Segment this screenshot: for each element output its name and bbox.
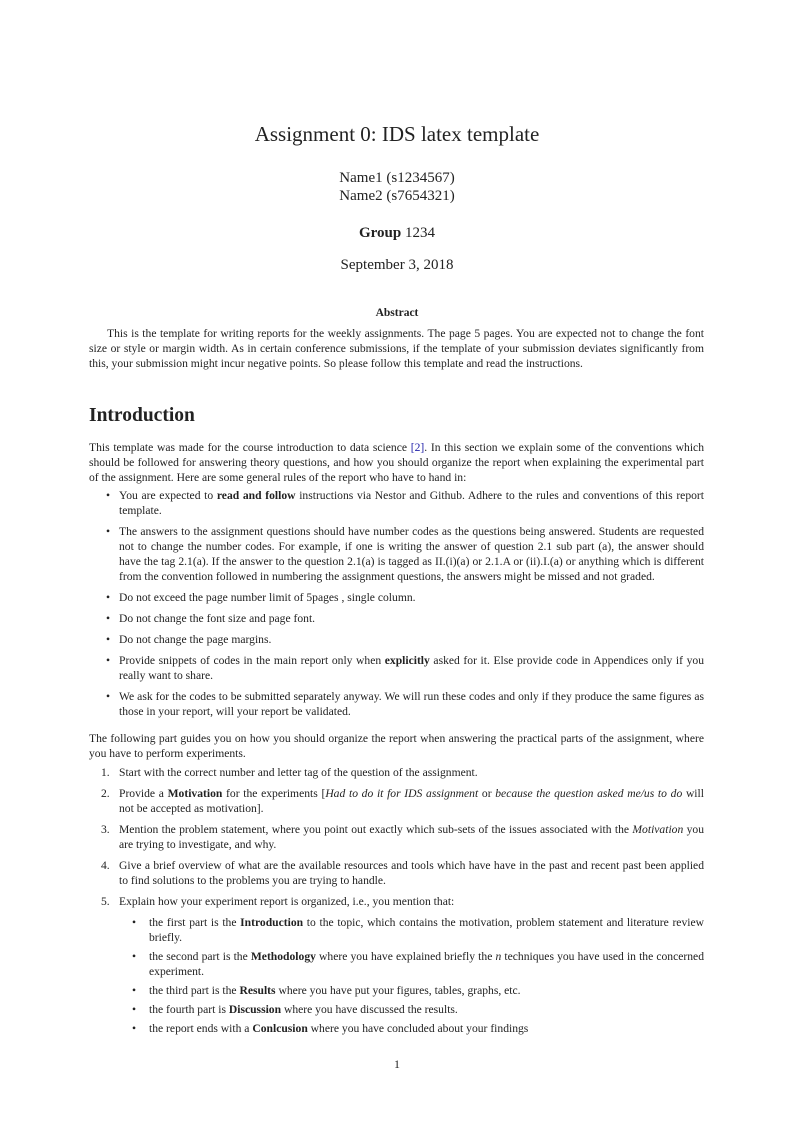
practical-guide-paragraph: The following part guides you on how you should organize the report when answering the practical parts of the assignment, where you have to perform experiments. (89, 732, 704, 760)
structure-emphasis: Results (239, 984, 276, 997)
step-item (89, 765, 704, 780)
rule-item (89, 488, 704, 518)
intro-text-before: This template was made for the course introduction to data science (89, 441, 411, 454)
step-number: 4. (101, 859, 110, 872)
structure-text: the report ends with a (149, 1022, 253, 1035)
structure-italic: n (495, 950, 502, 963)
structure-text: where you have concluded about your findings (307, 1022, 529, 1035)
step-item (89, 858, 704, 888)
rule-item (89, 590, 704, 605)
rule-item (89, 632, 704, 647)
document-date: September 3, 2018 (340, 257, 454, 273)
step-number: 3. (101, 823, 110, 836)
rule-item (89, 689, 704, 719)
step-emphasis: Motivation (167, 787, 223, 800)
step-text: will not be accepted as motivation]. (119, 787, 704, 815)
structure-text: where you have explained briefly the (315, 950, 496, 963)
step-italic: Motivation (632, 823, 684, 836)
step-item (89, 822, 704, 852)
structure-text: the third part is the (149, 984, 240, 997)
structure-text: where you have discussed the results. (281, 1003, 458, 1016)
step-item (89, 894, 704, 1036)
rule-text: Do not change the font size and page font. (119, 612, 316, 625)
step-text: Start with the correct number and letter tag of the question of the assignment. (119, 766, 478, 779)
general-rules-list (89, 488, 704, 725)
document-title: Assignment 0: IDS latex template (254, 122, 540, 146)
structure-text: the fourth part is (149, 1003, 229, 1016)
structure-emphasis: Conlcusion (252, 1022, 308, 1035)
structure-item (119, 1021, 704, 1036)
step-text: Mention the problem statement, where you point out exactly which sub-sets of the issues associated with the (119, 823, 633, 836)
structure-item (119, 1002, 704, 1017)
step-italic: because the question asked me/us to do (495, 787, 683, 800)
step-text: Provide a (119, 787, 168, 800)
abstract-text: This is the template for writing reports for the weekly assignments. The page 5 pages. You are expected not to change the font size or style or margin width. As in certain conference submissions, if the template of your submission deviates significantly from this, your submission might incur negative points. So please follow this template and read the instructions. (89, 327, 704, 370)
group-number: 1234 (405, 225, 435, 241)
structure-text: to the topic, which contains the motivation, problem statement and literature review briefly. (149, 916, 704, 944)
report-steps-list (89, 765, 704, 1042)
page-number: 1 (394, 1057, 400, 1071)
step-text: for the experiments [ (222, 787, 326, 800)
rule-text: You are expected to (119, 489, 217, 502)
structure-item (119, 983, 704, 998)
group-label: Group (359, 225, 402, 241)
rule-text: Do not exceed the page number limit of 5pages , single column. (119, 591, 416, 604)
structure-text: the first part is the (149, 916, 241, 929)
group-line (0, 225, 794, 242)
step-number: 1. (101, 766, 110, 779)
introduction-heading: Introduction (89, 405, 195, 426)
structure-emphasis: Introduction (240, 916, 304, 929)
rule-text: instructions via Nestor and Github. Adhere to the rules and conventions of this report template. (119, 489, 705, 517)
abstract-heading: Abstract (375, 307, 419, 319)
structure-emphasis: Discussion (228, 1003, 282, 1016)
step-text: or (478, 787, 496, 800)
structure-text: the second part is the (149, 950, 251, 963)
step-item (89, 786, 704, 816)
rule-item (89, 611, 704, 626)
rule-emphasis: explicitly (384, 654, 430, 667)
rule-item (89, 524, 704, 584)
rule-text: Provide snippets of codes in the main report only when (119, 654, 385, 667)
structure-text: techniques you have used in the concerned experiment. (149, 950, 704, 978)
report-structure-list (119, 915, 704, 1036)
rule-text: asked for it. Else provide code in Appendices only if you really want to share. (119, 654, 704, 682)
author-list (0, 169, 794, 205)
structure-text: where you have put your figures, tables, graphs, etc. (275, 984, 521, 997)
step-text: Give a brief overview of what are the available resources and tools which have have in the past and recent past been applied to find solutions to the problems you are trying to handle. (119, 859, 704, 887)
author-2: Name2 (s7654321) (339, 188, 455, 204)
structure-item (119, 949, 704, 979)
rule-text: Do not change the page margins. (119, 633, 272, 646)
step-number: 5. (101, 895, 110, 908)
author-1: Name1 (s1234567) (339, 170, 455, 186)
citation-link[interactable]: [2] (410, 441, 425, 454)
introduction-paragraph (89, 440, 704, 485)
step-number: 2. (101, 787, 110, 800)
intro-text-after: . In this section we explain some of the conventions which should be followed for answering theory questions, and how you should organize the report when explaining the experimental part of the assignment. Here are some general rules of the report who have to hand in: (89, 441, 704, 484)
step-italic: Had to do it for IDS assignment (325, 787, 479, 800)
rule-text: We ask for the codes to be submitted separately anyway. We will run these codes and only if they produce the same figures as those in your report, will your report be validated. (119, 690, 704, 718)
structure-emphasis: Methodology (250, 950, 316, 963)
rule-emphasis: read and follow (216, 489, 296, 502)
step-text: Explain how your experiment report is organized, i.e., you mention that: (119, 895, 455, 908)
rule-text: The answers to the assignment questions should have number codes as the questions being answered. Students are requested not to change the number codes. For example, if one is writing the answer of question 2.1 sub part (a), the answer should have the tag 2.1(a). If the answer to the question 2.1(a) is tagged as II.(i)(a) or 2.1.A or (ii).I.(a) or anything which is different from the convention followed in numbering the assignment questions, the answers might be missed and not graded. (119, 525, 704, 583)
step-text: you are trying to investigate, and why. (119, 823, 704, 851)
structure-item (119, 915, 704, 945)
rule-item (89, 653, 704, 683)
